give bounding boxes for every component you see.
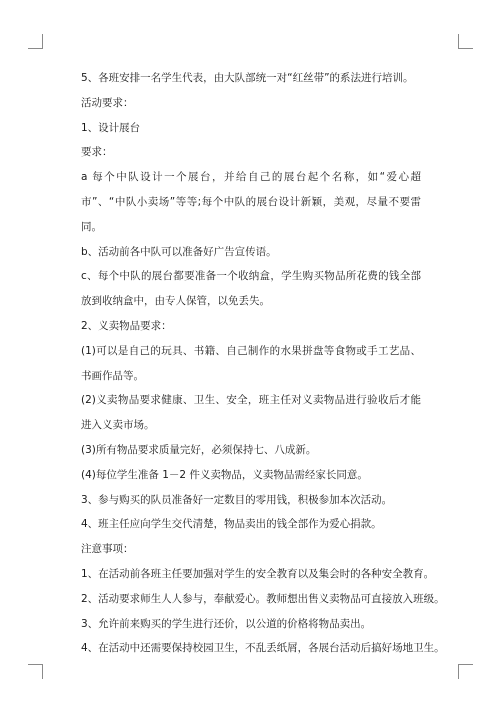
paragraph: 3、允许前来购买的学生进行还价，以公道的价格将物品卖出。 <box>81 617 372 630</box>
paragraph: 1、在活动前各班主任要加强对学生的安全教育以及集会时的各种安全教育。 <box>81 567 435 580</box>
paragraph: a 每个中队设计一个展台，并给自己的展台起个名称，如“爱心超市”、“中队小卖场”等等;每个中队的展台设计新颖，美观，尽量不要雷同。 <box>81 171 421 233</box>
paragraph: b、活动前各中队可以准备好广告宣传语。 <box>81 245 277 258</box>
document-body <box>81 66 445 661</box>
paragraph: 1、设计展台 <box>81 121 141 134</box>
crop-mark-bottom-left <box>28 664 43 679</box>
paragraph: 4、班主任应向学生交代清楚，物品卖出的钱全部作为爱心捐款。 <box>81 518 382 531</box>
paragraph: 要求： <box>81 146 113 159</box>
paragraph: 2、义卖物品要求： <box>81 319 172 332</box>
section-heading: 注意事项： <box>81 543 134 556</box>
crop-mark-top-right <box>458 34 473 49</box>
paragraph: (3)所有物品要求质量完好，必须保持七、八成新。 <box>81 443 317 456</box>
paragraph: 2、活动要求师生人人参与，奉献爱心。教师想出售义卖物品可直接放入班级。 <box>81 592 445 605</box>
crop-mark-top-left <box>28 34 43 49</box>
paragraph: (2)义卖物品要求健康、卫生、安全，班主任对义卖物品进行验收后才能进入义卖市场。 <box>81 394 421 432</box>
paragraph: 3、参与购买的队员准备好一定数目的零用钱，积极参加本次活动。 <box>81 493 393 506</box>
paragraph: c、每个中队的展台都要准备一个收纳盒，学生购买物品所花费的钱全部放到收纳盒中，由专人保管，以免丢失。 <box>81 270 421 308</box>
crop-mark-bottom-right <box>458 664 473 679</box>
section-heading: 活动要求： <box>81 96 134 109</box>
paragraph: (4)每位学生准备 1－2 件义卖物品，义卖物品需经家长同意。 <box>81 468 368 481</box>
paragraph: 5、各班安排一名学生代表，由大队部统一对“红丝带”的系法进行培训。 <box>81 72 414 84</box>
paragraph: 4、在活动中还需要保持校园卫生，不乱丢纸屑，各展台活动后搞好场地卫生。 <box>81 642 445 655</box>
paragraph: (1)可以是自己的玩具、书籍、自己制作的水果拼盘等食物或手工艺品、书画作品等。 <box>81 344 421 382</box>
